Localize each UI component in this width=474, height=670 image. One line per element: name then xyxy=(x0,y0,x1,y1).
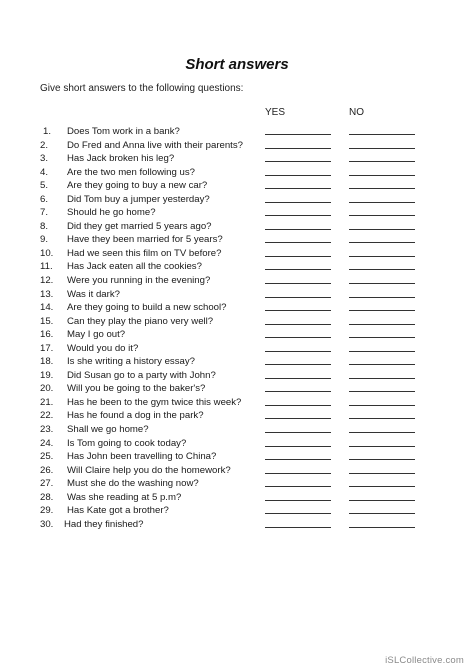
question-text: Does Tom work in a bank? xyxy=(67,126,180,137)
yes-answer-blank xyxy=(265,337,331,338)
yes-answer-blank xyxy=(265,351,331,352)
question-text: Should he go home? xyxy=(67,207,156,219)
question-text: Are the two men following us? xyxy=(67,166,195,178)
question-number: 4. xyxy=(40,166,49,178)
question-row xyxy=(0,301,474,315)
question-number: 2. xyxy=(40,139,49,151)
question-text: May I go out? xyxy=(67,329,126,341)
question-text: Are they going to buy a new car? xyxy=(67,180,208,192)
question-text: Has Jack eaten all the cookies? xyxy=(67,261,202,273)
no-answer-blank xyxy=(349,215,415,216)
question-number: 21. xyxy=(40,396,54,408)
question-row xyxy=(0,139,474,153)
question-text: Must she do the washing now? xyxy=(67,478,199,490)
question-row xyxy=(0,220,474,234)
no-answer-blank xyxy=(349,269,415,270)
no-answer-blank xyxy=(349,364,415,365)
question-text: Has he found a dog in the park? xyxy=(67,410,204,422)
question-number: 9. xyxy=(40,234,49,246)
worksheet-title: Short answers xyxy=(185,56,289,73)
no-answer-blank xyxy=(349,324,415,325)
yes-answer-blank xyxy=(265,446,331,447)
question-number: 14. xyxy=(40,302,54,314)
question-row xyxy=(0,355,474,369)
question-text: Do Fred and Anna live with their parents? xyxy=(67,139,243,151)
yes-answer-blank xyxy=(265,297,331,298)
question-row xyxy=(0,179,474,193)
yes-column-header: YES xyxy=(265,107,286,118)
question-row xyxy=(0,233,474,247)
question-number: 5. xyxy=(40,180,49,192)
question-row xyxy=(0,260,474,274)
question-row xyxy=(0,464,474,478)
question-text: Were you running in the evening? xyxy=(67,275,211,287)
question-row xyxy=(0,423,474,437)
question-text: Had we seen this film on TV before? xyxy=(67,247,222,259)
yes-answer-blank xyxy=(265,269,331,270)
yes-answer-blank xyxy=(265,378,331,379)
no-answer-blank xyxy=(349,202,415,203)
no-answer-blank xyxy=(349,283,415,284)
yes-answer-blank xyxy=(265,418,331,419)
question-number: 13. xyxy=(40,288,54,300)
no-answer-blank xyxy=(349,256,415,257)
question-number: 22. xyxy=(40,410,54,422)
question-row xyxy=(0,518,474,532)
no-answer-blank xyxy=(349,188,415,189)
question-number: 24. xyxy=(40,437,54,449)
question-number: 27. xyxy=(40,478,54,490)
question-number: 8. xyxy=(40,220,49,232)
site-watermark: iSLCollective.com xyxy=(385,655,464,666)
question-row xyxy=(0,396,474,410)
question-number: 28. xyxy=(40,491,54,503)
no-answer-blank xyxy=(349,500,415,501)
question-text: Did Susan go to a party with John? xyxy=(67,369,216,381)
instructions-text: Give short answers to the following questions: xyxy=(40,83,244,94)
yes-answer-blank xyxy=(265,161,331,162)
yes-answer-blank xyxy=(265,134,331,135)
question-number: 26. xyxy=(40,464,54,476)
question-row xyxy=(0,491,474,505)
question-row xyxy=(0,504,474,518)
no-answer-blank xyxy=(349,337,415,338)
yes-answer-blank xyxy=(265,188,331,189)
yes-answer-blank xyxy=(265,324,331,325)
question-text: Had they finished? xyxy=(64,518,144,530)
question-number: 17. xyxy=(40,342,54,354)
no-answer-blank xyxy=(349,513,415,514)
yes-answer-blank xyxy=(265,215,331,216)
yes-answer-blank xyxy=(265,513,331,514)
question-row xyxy=(0,450,474,464)
question-number: 19. xyxy=(40,369,54,381)
no-answer-blank xyxy=(349,378,415,379)
no-answer-blank xyxy=(349,297,415,298)
question-text: Has Jack broken his leg? xyxy=(67,153,175,165)
no-answer-blank xyxy=(349,242,415,243)
question-text: Has he been to the gym twice this week? xyxy=(67,396,242,408)
question-text: Has John been travelling to China? xyxy=(67,451,217,463)
no-answer-blank xyxy=(349,432,415,433)
no-answer-blank xyxy=(349,161,415,162)
no-answer-blank xyxy=(349,405,415,406)
question-row xyxy=(0,342,474,356)
no-column-header: NO xyxy=(349,107,364,118)
question-text: Shall we go home? xyxy=(67,424,149,436)
question-number: 18. xyxy=(40,356,54,368)
question-row xyxy=(0,206,474,220)
no-answer-blank xyxy=(349,134,415,135)
question-row xyxy=(0,328,474,342)
no-answer-blank xyxy=(349,351,415,352)
yes-answer-blank xyxy=(265,148,331,149)
question-row xyxy=(0,409,474,423)
question-row xyxy=(0,274,474,288)
no-answer-blank xyxy=(349,310,415,311)
question-text: Have they been married for 5 years? xyxy=(67,234,223,246)
yes-answer-blank xyxy=(265,242,331,243)
question-row xyxy=(0,315,474,329)
yes-answer-blank xyxy=(265,202,331,203)
question-text: Will Claire help you do the homework? xyxy=(67,464,231,476)
no-answer-blank xyxy=(349,459,415,460)
question-text: Was she reading at 5 p.m? xyxy=(67,491,182,503)
question-row xyxy=(0,437,474,451)
question-text: Is she writing a history essay? xyxy=(67,356,195,368)
yes-answer-blank xyxy=(265,432,331,433)
question-row xyxy=(0,193,474,207)
question-row xyxy=(0,382,474,396)
question-number: 12. xyxy=(40,275,54,287)
question-number: 29. xyxy=(40,505,54,517)
question-text: Is Tom going to cook today? xyxy=(67,437,187,449)
question-text: Will you be going to the baker's? xyxy=(67,383,206,395)
question-row xyxy=(0,288,474,302)
no-answer-blank xyxy=(349,229,415,230)
question-number: 11. xyxy=(40,261,53,273)
no-answer-blank xyxy=(349,175,415,176)
question-number: 6. xyxy=(40,193,49,205)
question-text: Did Tom buy a jumper yesterday? xyxy=(67,193,210,205)
yes-answer-blank xyxy=(265,364,331,365)
no-answer-blank xyxy=(349,473,415,474)
yes-answer-blank xyxy=(265,473,331,474)
question-text: Did they get married 5 years ago? xyxy=(67,220,212,232)
question-number: 15. xyxy=(40,315,54,327)
question-number: 7. xyxy=(40,207,49,219)
yes-answer-blank xyxy=(265,405,331,406)
no-answer-blank xyxy=(349,418,415,419)
question-text: Has Kate got a brother? xyxy=(67,505,169,517)
question-row xyxy=(0,247,474,261)
no-answer-blank xyxy=(349,527,415,528)
no-answer-blank xyxy=(349,446,415,447)
question-row xyxy=(0,369,474,383)
question-number: 16. xyxy=(40,329,54,341)
question-text: Was it dark? xyxy=(67,288,120,300)
question-row xyxy=(0,152,474,166)
yes-answer-blank xyxy=(265,459,331,460)
question-number: 30. xyxy=(40,518,54,530)
question-text: Are they going to build a new school? xyxy=(67,302,227,314)
question-number: 20. xyxy=(40,383,54,395)
question-row xyxy=(0,125,474,139)
yes-answer-blank xyxy=(265,175,331,176)
yes-answer-blank xyxy=(265,527,331,528)
yes-answer-blank xyxy=(265,256,331,257)
yes-answer-blank xyxy=(265,310,331,311)
no-answer-blank xyxy=(349,486,415,487)
question-row xyxy=(0,166,474,180)
question-number: 23. xyxy=(40,424,54,436)
no-answer-blank xyxy=(349,391,415,392)
question-number: 1. xyxy=(43,126,52,137)
question-number: 3. xyxy=(40,153,49,165)
question-text: Can they play the piano very well? xyxy=(67,315,214,327)
question-number: 25. xyxy=(40,451,54,463)
yes-answer-blank xyxy=(265,486,331,487)
question-text: Would you do it? xyxy=(67,342,139,354)
yes-answer-blank xyxy=(265,391,331,392)
question-number: 10. xyxy=(40,247,54,259)
no-answer-blank xyxy=(349,148,415,149)
yes-answer-blank xyxy=(265,283,331,284)
question-row xyxy=(0,477,474,491)
yes-answer-blank xyxy=(265,500,331,501)
question-list xyxy=(0,125,474,531)
yes-answer-blank xyxy=(265,229,331,230)
